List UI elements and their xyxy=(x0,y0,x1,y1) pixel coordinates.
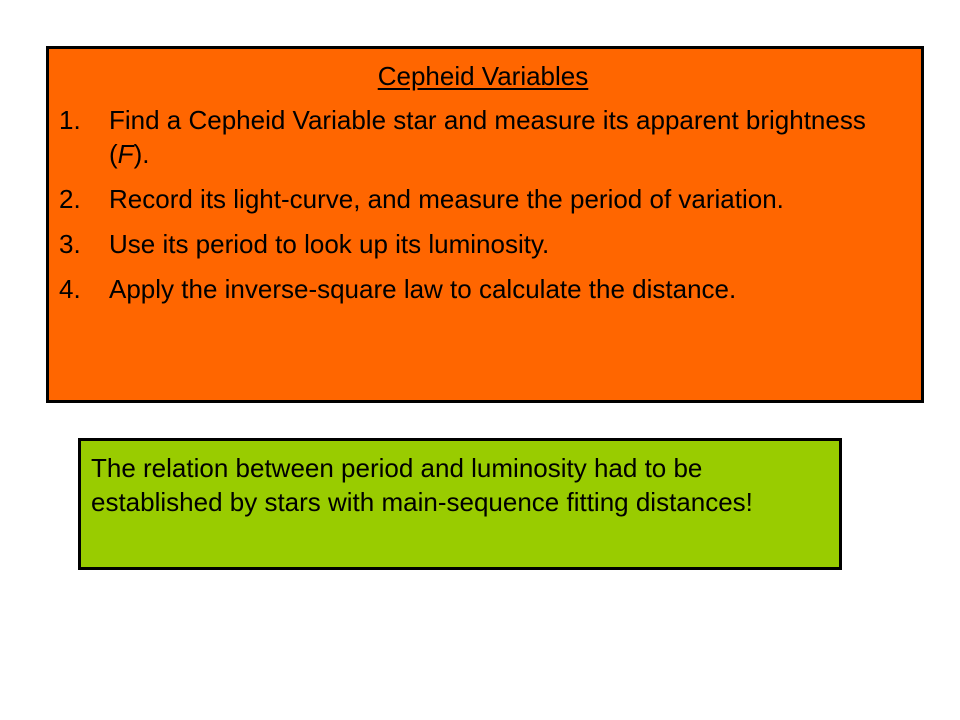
step-item-1 xyxy=(59,103,907,171)
steps-list xyxy=(59,103,907,306)
box-title: Cepheid Variables xyxy=(377,61,589,91)
step-number: 2. xyxy=(59,184,81,214)
flux-symbol: F xyxy=(117,139,134,169)
period-luminosity-note xyxy=(78,438,842,570)
step-text: Apply the inverse-square law to calculate the distance. xyxy=(109,274,737,304)
step-text: Find a Cepheid Variable star and measure its apparent brightness ( xyxy=(109,105,866,169)
step-item-2 xyxy=(59,182,907,216)
step-number: 3. xyxy=(59,229,81,259)
step-text-end: ). xyxy=(133,139,150,169)
step-item-3 xyxy=(59,227,907,261)
step-text: Record its light-curve, and measure the period of variation. xyxy=(109,184,784,214)
cepheid-steps-box xyxy=(46,46,924,403)
step-number: 4. xyxy=(59,274,81,304)
step-text: Use its period to look up its luminosity. xyxy=(109,229,550,259)
step-item-4 xyxy=(59,272,907,306)
note-text: The relation between period and luminosity had to be established by stars with main-sequence fitting distances! xyxy=(91,453,753,517)
step-number: 1. xyxy=(59,105,81,135)
